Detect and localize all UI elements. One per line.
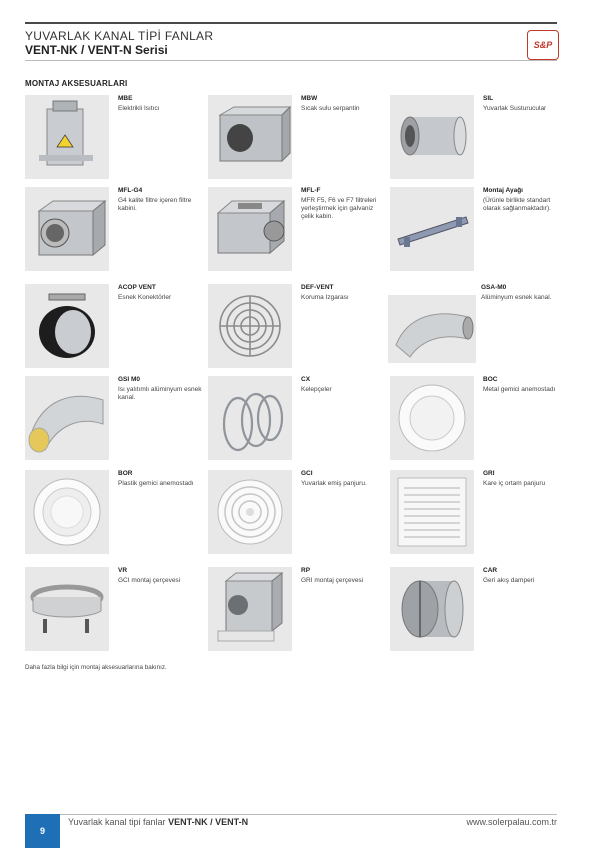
item-code: MFL-F (301, 187, 321, 194)
accessory-item (390, 567, 570, 653)
brand-logo (527, 30, 559, 60)
item-description: Yuvarlak Susturucular (483, 105, 547, 112)
brand-logo-text: S&P (533, 40, 553, 50)
flexible-connector-icon (25, 284, 109, 368)
footer-divider (25, 814, 557, 815)
mounting-bracket-icon (390, 187, 474, 271)
metal-diffuser-icon (390, 376, 474, 460)
item-description: G4 kalite filtre içeren filtre kabini. (118, 197, 192, 213)
item-description: Elektrikli Isıtıcı (118, 105, 160, 112)
item-code: CAR (483, 567, 498, 574)
page-title: YUVARLAK KANAL TİPİ FANLAR (25, 29, 214, 43)
item-description: GCI montaj çerçevesi (118, 577, 181, 584)
item-code: DEF-VENT (301, 284, 334, 291)
accessory-item (25, 95, 205, 181)
accessory-item (208, 567, 388, 653)
item-description: Kare iç ortam panjuru (483, 480, 546, 487)
header-divider (25, 60, 557, 61)
item-description: Plastik gemici anemostadı (118, 480, 194, 487)
item-description: GRI montaj çerçevesi (301, 577, 364, 584)
round-grille-icon (208, 470, 292, 554)
item-description: Koruma Izgarası (301, 294, 349, 301)
header-rule (25, 22, 557, 24)
item-code: ACOP VENT (118, 284, 156, 291)
backdraft-damper-icon (390, 567, 474, 651)
item-code: GSI M0 (118, 376, 141, 383)
item-code: CX (301, 376, 311, 383)
accessory-item (390, 470, 570, 556)
footnote: Daha fazla bilgi için montaj aksesuarlarına bakınız. (25, 664, 167, 671)
accessory-item (208, 376, 388, 462)
water-coil-icon (208, 95, 292, 179)
item-description: MFR F5, F6 ve F7 filtreleri yerleştirmek için galvaniz çelik kabin. (301, 197, 377, 221)
footer-text-prefix: Yuvarlak kanal tipi fanlar (68, 817, 166, 827)
accessory-item (208, 95, 388, 181)
footer-text (68, 817, 248, 827)
plastic-diffuser-icon (25, 470, 109, 554)
item-code: VR (118, 567, 128, 574)
item-description: Kelepçeler (301, 386, 332, 393)
accessory-item (25, 284, 205, 370)
section-title: MONTAJ AKSESUARLARI (25, 79, 128, 88)
item-description: (Ürünle birlikte standart olarak sağlanmaktadır). (483, 197, 551, 213)
item-code: RP (301, 567, 311, 574)
item-description: Yuvarlak emiş panjuru. (301, 480, 367, 487)
footer-url[interactable]: www.solerpalau.com.tr (466, 817, 557, 827)
footer-text-series: VENT-NK / VENT-N (168, 817, 249, 827)
item-description: Sıcak sulu serpantin (301, 105, 360, 112)
insulated-duct-icon (25, 376, 109, 460)
square-grille-icon (390, 470, 474, 554)
accessory-item (390, 187, 570, 273)
accessory-item (208, 470, 388, 556)
accessory-item (208, 187, 388, 273)
heater-box-icon (25, 95, 109, 179)
item-description: Esnek Konektörler (118, 294, 172, 301)
item-description: Alüminyum esnek kanal. (481, 294, 552, 301)
accessory-item (25, 470, 205, 556)
accessory-item (388, 284, 568, 370)
accessory-item (25, 376, 205, 462)
item-code: SIL (483, 95, 494, 102)
item-description: Metal gemici anemostadı (483, 386, 556, 393)
item-code: GRI (483, 470, 495, 477)
item-code: MFL-G4 (118, 187, 143, 194)
item-description: Isı yalıtımlı alüminyum esnek kanal. (118, 386, 202, 402)
clamp-icon (208, 376, 292, 460)
mounting-frame-icon (208, 567, 292, 651)
item-code: BOR (118, 470, 133, 477)
accessory-item (25, 567, 205, 653)
silencer-icon (390, 95, 474, 179)
accessory-item (390, 376, 570, 462)
item-code: MBE (118, 95, 133, 102)
item-code: GSA-M0 (481, 284, 507, 291)
filter-cabin-icon (208, 187, 292, 271)
item-description: Geri akış damperi (483, 577, 535, 584)
item-code: BOC (483, 376, 498, 383)
item-code: Montaj Ayağı (483, 187, 523, 194)
item-code: GCI (301, 470, 313, 477)
accessory-item (208, 284, 388, 370)
accessory-item (25, 187, 205, 273)
filter-box-icon (25, 187, 109, 271)
mounting-ring-icon (25, 567, 109, 651)
page-subtitle: VENT-NK / VENT-N Serisi (25, 43, 168, 57)
accessory-item (390, 95, 570, 181)
page-number: 9 (25, 814, 60, 848)
protection-grille-icon (208, 284, 292, 368)
aluminium-duct-icon (388, 295, 476, 363)
item-code: MBW (301, 95, 318, 102)
